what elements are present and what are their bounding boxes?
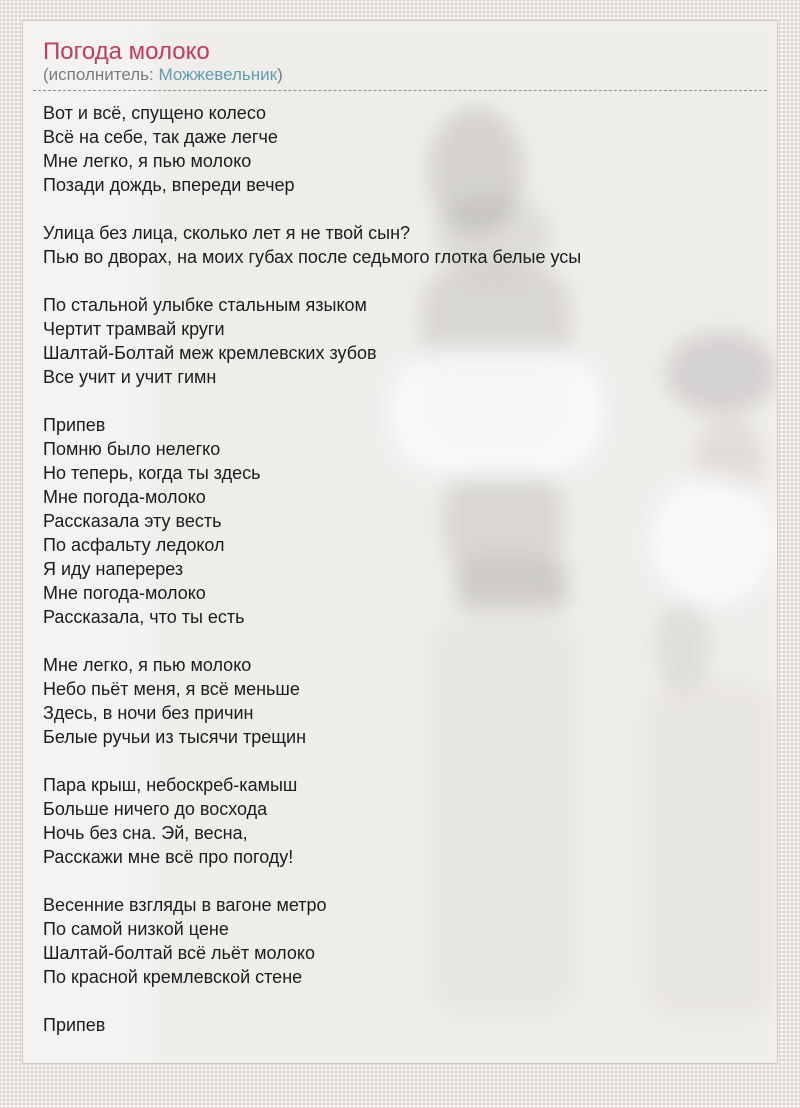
lyric-line: Весенние взгляды в вагоне метро xyxy=(43,895,327,915)
song-header xyxy=(33,21,767,91)
lyrics-card xyxy=(22,20,778,1064)
lyrics xyxy=(33,101,767,1037)
lyric-line: Вот и всё, спущено колесо xyxy=(43,103,267,123)
lyric-line: Мне погода-молоко xyxy=(43,583,206,603)
lyric-line: Шалтай-Болтай меж кремлевских зубов xyxy=(43,343,377,363)
lyric-line: Чертит трамвай круги xyxy=(43,319,225,339)
lyric-line: Расскажи мне всё про погоду! xyxy=(43,847,294,867)
lyric-line: Ночь без сна. Эй, весна, xyxy=(43,823,248,843)
lyric-line xyxy=(43,389,757,413)
lyric-line: Но теперь, когда ты здесь xyxy=(43,463,261,483)
lyric-line xyxy=(43,629,757,653)
lyric-line: Мне погода-молоко xyxy=(43,487,206,507)
lyric-line: Улица без лица, сколько лет я не твой сын? xyxy=(43,223,411,243)
lyric-line: По асфальту ледокол xyxy=(43,535,225,555)
lyric-line: Рассказала эту весть xyxy=(43,511,222,531)
lyric-line xyxy=(43,989,757,1013)
lyric-line: Помню было нелегко xyxy=(43,439,221,459)
lyric-line xyxy=(43,197,757,221)
lyric-line xyxy=(43,869,757,893)
lyric-line: Пью во дворах, на моих губах после седьмого глотка белые усы xyxy=(43,247,582,267)
lyric-line: Я иду наперерез xyxy=(43,559,184,579)
lyric-line: Все учит и учит гимн xyxy=(43,367,217,387)
lyric-line: Мне легко, я пью молоко xyxy=(43,655,252,675)
lyric-line: Рассказала, что ты есть xyxy=(43,607,245,627)
lyric-line: По стальной улыбке стальным языком xyxy=(43,295,367,315)
artist-link[interactable]: Можжевельник xyxy=(158,65,278,84)
lyric-line xyxy=(43,749,757,773)
artist-line xyxy=(43,65,757,85)
lyric-line: Шалтай-болтай всё льёт молоко xyxy=(43,943,315,963)
lyric-line: Здесь, в ночи без причин xyxy=(43,703,254,723)
lyric-line: Мне легко, я пью молоко xyxy=(43,151,252,171)
lyric-line: Больше ничего до восхода xyxy=(43,799,268,819)
lyric-line: Пара крыш, небоскреб-камыш xyxy=(43,775,298,795)
song-title: Погода молоко xyxy=(43,38,210,65)
lyric-line: Белые ручьи из тысячи трещин xyxy=(43,727,307,747)
lyric-line: Припев xyxy=(43,415,106,435)
lyric-line: Всё на себе, так даже легче xyxy=(43,127,278,147)
lyric-line xyxy=(43,269,757,293)
lyric-line: Припев xyxy=(43,1015,106,1035)
lyric-line: По красной кремлевской стене xyxy=(43,967,303,987)
lyric-line: По самой низкой цене xyxy=(43,919,229,939)
artist-label-prefix: (исполнитель: xyxy=(43,65,159,84)
lyric-line: Небо пьёт меня, я всё меньше xyxy=(43,679,300,699)
artist-label-suffix: ) xyxy=(277,65,283,84)
lyric-line: Позади дождь, впереди вечер xyxy=(43,175,295,195)
